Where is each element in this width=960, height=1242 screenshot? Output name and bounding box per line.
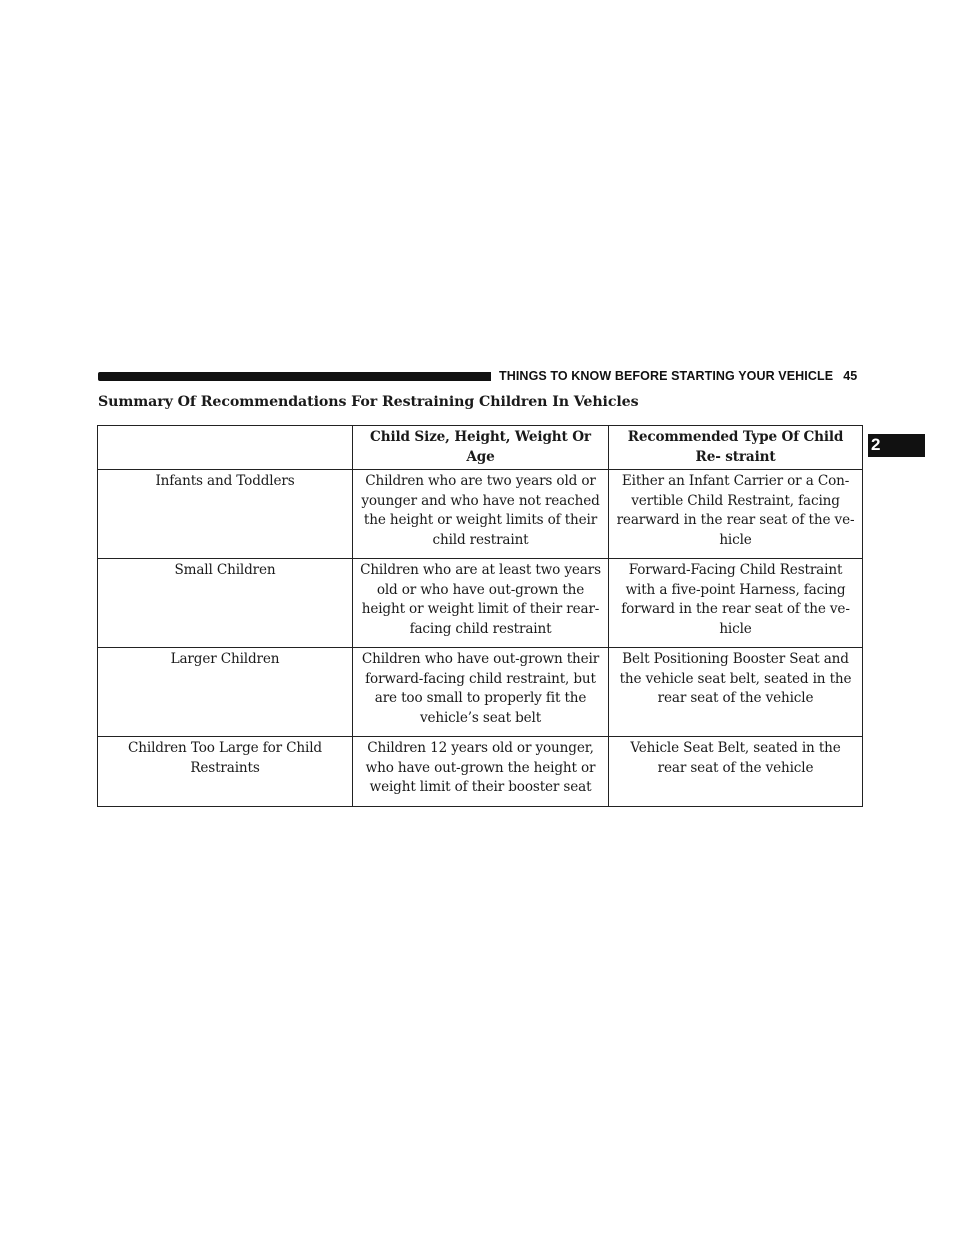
- header-rule: [98, 372, 491, 381]
- row-recommendation: Vehicle Seat Belt, seated in the rear seat of the vehicle: [609, 737, 863, 807]
- table-row: [98, 559, 863, 648]
- row-category: Larger Children: [98, 648, 353, 737]
- row-category: Infants and Toddlers: [98, 470, 353, 559]
- running-header: [499, 369, 857, 383]
- table-row: [98, 470, 863, 559]
- section-title: Summary Of Recommendations For Restraining Children In Vehicles: [98, 394, 639, 410]
- row-description: Children 12 years old or younger, who have out-grown the height or weight limit of their booster seat: [353, 737, 609, 807]
- row-recommendation: Forward-Facing Child Restraint with a five-point Harness, facing forward in the rear seat of the ve- hicle: [609, 559, 863, 648]
- row-recommendation: Belt Positioning Booster Seat and the vehicle seat belt, seated in the rear seat of the vehicle: [609, 648, 863, 737]
- table-header-row: [98, 426, 863, 470]
- table-row: [98, 737, 863, 807]
- chapter-tab-number: 2: [871, 435, 881, 454]
- row-category: Children Too Large for Child Restraints: [98, 737, 353, 807]
- chapter-title: THINGS TO KNOW BEFORE STARTING YOUR VEHICLE: [499, 369, 834, 383]
- row-description: Children who have out-grown their forward-facing child restraint, but are too small to properly fit the vehicle’s seat belt: [353, 648, 609, 737]
- row-description: Children who are at least two years old or who have out-grown the height or weight limit of their rear-facing child restraint: [353, 559, 609, 648]
- row-description: Children who are two years old or younger and who have not reached the height or weight limits of their child restraint: [353, 470, 609, 559]
- column-header-recommendation: Recommended Type Of Child Re- straint: [609, 426, 863, 470]
- table-row: [98, 648, 863, 737]
- row-recommendation: Either an Infant Carrier or a Con- vertible Child Restraint, facing rearward in the rear seat of the ve- hicle: [609, 470, 863, 559]
- recommendations-table: [97, 425, 863, 807]
- column-header-category: [98, 426, 353, 470]
- page-number: 45: [843, 369, 858, 383]
- chapter-tab: [868, 434, 925, 457]
- row-category: Small Children: [98, 559, 353, 648]
- column-header-size: Child Size, Height, Weight Or Age: [353, 426, 609, 470]
